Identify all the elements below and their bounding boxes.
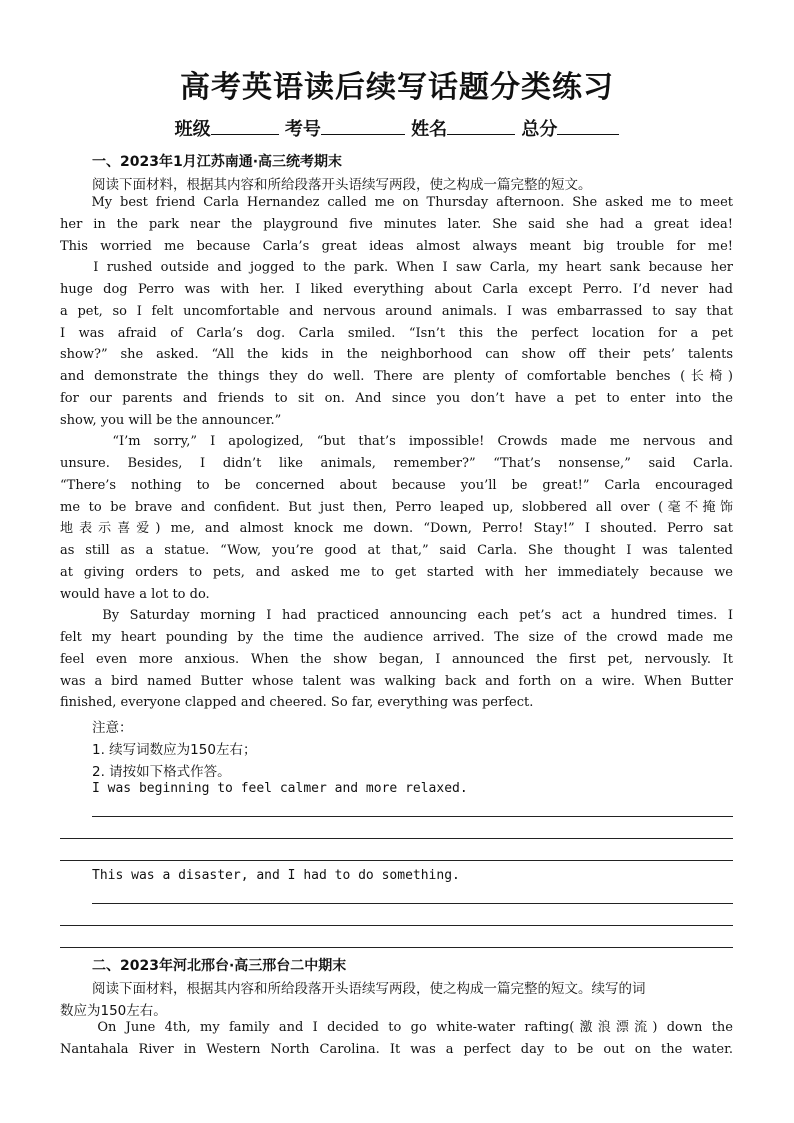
passage-line: at giving orders to pets, and asked me to get started with her immediately because we: [60, 564, 733, 580]
passage-line: me to be brave and confident. But just then, Perro leaped up, slobbered all over (毫不掩饰: [60, 499, 733, 515]
passage-line: This worried me because Carla’s great ideas almost always meant big trouble for me!: [60, 238, 733, 254]
passage-line: felt my heart pounding by the time the audience arrived. The size of the crowd made me: [60, 630, 733, 645]
section1-passage: [60, 192, 733, 714]
writing-line[interactable]: [60, 925, 733, 926]
passage-line: My best friend Carla Hernandez called me on Thursday afternoon. She asked me to meet: [60, 195, 733, 210]
note-label: 注意：: [92, 720, 133, 736]
passage-line: unsure. Besides, I didn’t like animals, remember?” “That’s nonsense,” said Carla.: [60, 456, 733, 471]
writing-line[interactable]: [60, 838, 733, 839]
passage-line: a pet, so I felt uncomfortable and nervous around animals. I was embarrassed to say that: [60, 303, 733, 319]
passage-line: I was afraid of Carla’s dog. Carla smiled. “Isn’t this the perfect location for a pet: [60, 325, 733, 341]
passage-line: Nantahala River in Western North Carolina. It was a perfect day to be out on the water.: [60, 1041, 733, 1057]
section1-instruction: 阅读下面材料，根据其内容和所给段落开头语续写两段，使之构成一篇完整的短文。: [92, 177, 592, 193]
section2-heading: 二、2023年河北邢台·高三邢台二中期末: [92, 958, 347, 974]
passage-line: I rushed outside and jogged to the park. When I saw Carla, my heart sank because her: [60, 260, 733, 276]
writing-line[interactable]: [92, 903, 733, 904]
class-blank[interactable]: [211, 116, 279, 135]
passage-line: as still as a statue. “Wow, you’re good at that,” said Carla. She thought I was talented: [60, 543, 733, 558]
score-blank[interactable]: [557, 116, 619, 135]
paragraph2-opening: This was a disaster, and I had to do something.: [92, 868, 460, 883]
section2-instruction-line1: 阅读下面材料，根据其内容和所给段落开头语续写两段，使之构成一篇完整的短文。续写的词: [92, 981, 646, 997]
paragraph1-opening: I was beginning to feel calmer and more relaxed.: [92, 781, 468, 796]
writing-line[interactable]: [92, 816, 733, 817]
passage-line: feel even more anxious. When the show began, I announced the first pet, nervously. It: [60, 651, 733, 667]
passage-line: By Saturday morning I had practiced announcing each pet’s act a hundred times. I: [60, 608, 733, 624]
writing-line[interactable]: [60, 947, 733, 948]
passage-line: “I’m sorry,” I apologized, “but that’s impossible! Crowds made me nervous and: [60, 434, 733, 450]
passage-line: was a bird named Butter whose talent was walking back and forth on a wire. When Butter: [60, 673, 733, 689]
name-blank[interactable]: [447, 116, 515, 135]
student-info-row: [0, 115, 794, 141]
passage-line: would have a lot to do.: [60, 586, 210, 602]
section1-heading: 一、2023年1月江苏南通·高三统考期末: [92, 154, 343, 170]
note-item-2: 2. 请按如下格式作答。: [92, 764, 231, 780]
passage-line: her in the park near the playground five minutes later. She said she had a great idea!: [60, 216, 733, 232]
writing-line[interactable]: [60, 860, 733, 861]
passage-line: show?” she asked. “All the kids in the neighborhood can show off their pets’ talents: [60, 347, 733, 363]
section2-instruction-line2: 数应为150左右。: [60, 1003, 167, 1019]
note-item-1: 1. 续写词数应为150左右；: [92, 742, 257, 758]
passage-line: for our parents and friends to sit on. And since you don’t have a pet to enter into the: [60, 390, 733, 406]
passage-line: 地表示喜爱) me, and almost knock me down. “Down, Perro! Stay!” I shouted. Perro sat: [60, 521, 733, 537]
page-title: 高考英语读后续写话题分类练习: [180, 70, 614, 105]
passage-line: “There’s nothing to be concerned about because you’ll be great!” Carla encouraged: [60, 477, 733, 493]
number-label: 考号: [284, 119, 321, 140]
passage-line: finished, everyone clapped and cheered. So far, everything was perfect.: [60, 695, 534, 711]
name-label: 姓名: [411, 119, 448, 140]
class-label: 班级: [174, 119, 211, 140]
passage-line: huge dog Perro was with her. I liked everything about Carla except Perro. I’d never had: [60, 282, 733, 297]
passage-line: and demonstrate the things they do well. There are plenty of comfortable benches (长椅): [60, 369, 733, 384]
number-blank[interactable]: [321, 116, 405, 135]
passage-line: On June 4th, my family and I decided to go white-water rafting(激浪漂流) down the: [60, 1020, 733, 1035]
passage-line: show, you will be the announcer.”: [60, 412, 282, 428]
section2-passage: [60, 1017, 733, 1061]
score-label: 总分: [521, 119, 558, 140]
